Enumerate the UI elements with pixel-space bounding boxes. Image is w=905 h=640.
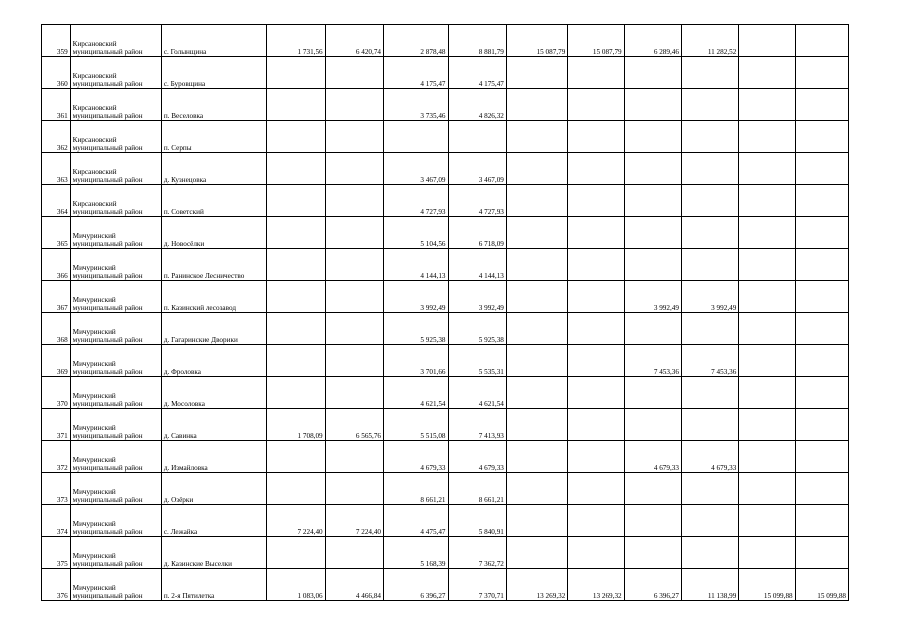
settlement-cell: д. Новосёлки (161, 217, 266, 249)
value-cell: 4 621,54 (448, 377, 506, 409)
table-row (42, 249, 849, 281)
value-cell: 4 679,33 (624, 441, 681, 473)
value-cell (325, 473, 383, 505)
value-cell (325, 441, 383, 473)
value-cell (325, 153, 383, 185)
value-cell (739, 537, 795, 569)
value-cell: 4 621,54 (384, 377, 449, 409)
value-cell: 4 679,33 (681, 441, 738, 473)
value-cell: 5 840,91 (448, 505, 506, 537)
value-cell (795, 377, 848, 409)
value-cell (568, 89, 624, 121)
value-cell (506, 441, 567, 473)
value-cell (325, 537, 383, 569)
value-cell (325, 345, 383, 377)
value-cell (739, 153, 795, 185)
district-cell: Мичуринский муниципальный район (70, 505, 161, 537)
district-cell: Мичуринский муниципальный район (70, 569, 161, 601)
value-cell: 5 168,39 (384, 537, 449, 569)
value-cell (568, 377, 624, 409)
value-cell (795, 121, 848, 153)
value-cell (325, 377, 383, 409)
value-cell (267, 473, 325, 505)
tariff-table (41, 24, 849, 601)
district-cell: Мичуринский муниципальный район (70, 345, 161, 377)
value-cell: 1 083,06 (267, 569, 325, 601)
value-cell: 5 925,38 (448, 313, 506, 345)
value-cell (325, 249, 383, 281)
district-cell: Мичуринский муниципальный район (70, 377, 161, 409)
value-cell (739, 89, 795, 121)
row-number: 374 (42, 505, 71, 537)
value-cell (568, 185, 624, 217)
value-cell: 15 087,79 (506, 25, 567, 57)
row-number: 367 (42, 281, 71, 313)
value-cell (325, 281, 383, 313)
value-cell (568, 441, 624, 473)
row-number: 375 (42, 537, 71, 569)
value-cell (384, 121, 449, 153)
value-cell: 7 413,93 (448, 409, 506, 441)
value-cell (624, 377, 681, 409)
value-cell (681, 57, 738, 89)
value-cell (568, 121, 624, 153)
value-cell (568, 473, 624, 505)
value-cell (624, 89, 681, 121)
value-cell (267, 377, 325, 409)
value-cell (681, 121, 738, 153)
value-cell: 8 881,79 (448, 25, 506, 57)
value-cell (739, 249, 795, 281)
district-cell: Кирсановский муниципальный район (70, 153, 161, 185)
value-cell: 4 679,33 (384, 441, 449, 473)
value-cell: 1 708,09 (267, 409, 325, 441)
value-cell: 4 144,13 (448, 249, 506, 281)
value-cell: 6 396,27 (624, 569, 681, 601)
value-cell (568, 505, 624, 537)
value-cell (795, 217, 848, 249)
value-cell (568, 537, 624, 569)
value-cell (739, 505, 795, 537)
value-cell (267, 185, 325, 217)
value-cell (795, 25, 848, 57)
row-number: 362 (42, 121, 71, 153)
table-row (42, 537, 849, 569)
value-cell (624, 473, 681, 505)
value-cell (681, 313, 738, 345)
value-cell (267, 89, 325, 121)
value-cell (506, 345, 567, 377)
value-cell: 15 099,88 (739, 569, 795, 601)
value-cell (506, 409, 567, 441)
table-row (42, 153, 849, 185)
value-cell (506, 249, 567, 281)
value-cell (267, 57, 325, 89)
value-cell: 4 175,47 (448, 57, 506, 89)
value-cell: 7 453,36 (624, 345, 681, 377)
value-cell (624, 185, 681, 217)
value-cell (681, 153, 738, 185)
table-row (42, 121, 849, 153)
value-cell (624, 313, 681, 345)
value-cell (267, 537, 325, 569)
value-cell (795, 473, 848, 505)
value-cell (267, 153, 325, 185)
value-cell (506, 153, 567, 185)
value-cell: 3 735,46 (384, 89, 449, 121)
value-cell (795, 281, 848, 313)
value-cell: 5 925,38 (384, 313, 449, 345)
settlement-cell: п. Серпы (161, 121, 266, 153)
value-cell (739, 345, 795, 377)
value-cell: 7 370,71 (448, 569, 506, 601)
value-cell: 7 362,72 (448, 537, 506, 569)
value-cell (506, 281, 567, 313)
value-cell (739, 473, 795, 505)
value-cell: 11 138,99 (681, 569, 738, 601)
value-cell (795, 409, 848, 441)
value-cell (624, 153, 681, 185)
value-cell (624, 217, 681, 249)
value-cell: 5 104,56 (384, 217, 449, 249)
settlement-cell: п. Ранинское Лесничество (161, 249, 266, 281)
settlement-cell: с. Буровщина (161, 57, 266, 89)
table-row (42, 89, 849, 121)
settlement-cell: д. Измайловка (161, 441, 266, 473)
row-number: 366 (42, 249, 71, 281)
value-cell (739, 121, 795, 153)
value-cell (568, 57, 624, 89)
table-row (42, 281, 849, 313)
value-cell (795, 345, 848, 377)
value-cell (739, 281, 795, 313)
district-cell: Кирсановский муниципальный район (70, 185, 161, 217)
district-cell: Кирсановский муниципальный район (70, 57, 161, 89)
value-cell (624, 537, 681, 569)
value-cell (267, 121, 325, 153)
value-cell (681, 505, 738, 537)
value-cell: 6 396,27 (384, 569, 449, 601)
district-cell: Мичуринский муниципальный район (70, 281, 161, 313)
row-number: 376 (42, 569, 71, 601)
value-cell (795, 505, 848, 537)
value-cell (624, 121, 681, 153)
value-cell (267, 217, 325, 249)
value-cell (681, 537, 738, 569)
value-cell (739, 217, 795, 249)
value-cell: 8 661,21 (448, 473, 506, 505)
value-cell (681, 217, 738, 249)
value-cell (506, 89, 567, 121)
table-row (42, 25, 849, 57)
value-cell (267, 441, 325, 473)
value-cell (739, 25, 795, 57)
table-row (42, 345, 849, 377)
value-cell (568, 313, 624, 345)
district-cell: Мичуринский муниципальный район (70, 473, 161, 505)
settlement-cell: п. 2-я Пятилетка (161, 569, 266, 601)
value-cell (267, 313, 325, 345)
value-cell: 8 661,21 (384, 473, 449, 505)
value-cell (795, 89, 848, 121)
value-cell (506, 121, 567, 153)
value-cell (267, 281, 325, 313)
value-cell: 7 224,40 (267, 505, 325, 537)
value-cell: 5 535,31 (448, 345, 506, 377)
value-cell: 3 992,49 (681, 281, 738, 313)
row-number: 364 (42, 185, 71, 217)
table-row (42, 313, 849, 345)
value-cell (568, 409, 624, 441)
value-cell (681, 89, 738, 121)
value-cell: 3 992,49 (448, 281, 506, 313)
table-row (42, 409, 849, 441)
value-cell (739, 409, 795, 441)
value-cell (506, 185, 567, 217)
settlement-cell: п. Казинский лесозавод (161, 281, 266, 313)
settlement-cell: д. Казинские Выселки (161, 537, 266, 569)
value-cell (506, 505, 567, 537)
value-cell (506, 377, 567, 409)
value-cell (681, 473, 738, 505)
row-number: 359 (42, 25, 71, 57)
district-cell: Мичуринский муниципальный район (70, 249, 161, 281)
table-row (42, 185, 849, 217)
value-cell: 4 826,32 (448, 89, 506, 121)
value-cell: 15 099,88 (795, 569, 848, 601)
value-cell (267, 345, 325, 377)
value-cell: 2 878,48 (384, 25, 449, 57)
value-cell: 6 420,74 (325, 25, 383, 57)
row-number: 361 (42, 89, 71, 121)
value-cell: 13 269,32 (568, 569, 624, 601)
table-row (42, 473, 849, 505)
row-number: 369 (42, 345, 71, 377)
district-cell: Кирсановский муниципальный район (70, 89, 161, 121)
table-body (42, 25, 849, 601)
district-cell: Мичуринский муниципальный район (70, 537, 161, 569)
value-cell: 3 992,49 (624, 281, 681, 313)
table-row (42, 569, 849, 601)
value-cell: 13 269,32 (506, 569, 567, 601)
table-row (42, 441, 849, 473)
value-cell (624, 57, 681, 89)
value-cell (739, 377, 795, 409)
value-cell: 3 467,09 (448, 153, 506, 185)
value-cell (795, 57, 848, 89)
table-row (42, 505, 849, 537)
row-number: 365 (42, 217, 71, 249)
district-cell: Мичуринский муниципальный район (70, 441, 161, 473)
value-cell: 1 731,56 (267, 25, 325, 57)
settlement-cell: п. Веселовка (161, 89, 266, 121)
value-cell (568, 217, 624, 249)
value-cell (739, 441, 795, 473)
value-cell (795, 153, 848, 185)
value-cell (568, 345, 624, 377)
value-cell (325, 89, 383, 121)
row-number: 371 (42, 409, 71, 441)
district-cell: Мичуринский муниципальный район (70, 313, 161, 345)
value-cell: 4 475,47 (384, 505, 449, 537)
value-cell (325, 185, 383, 217)
settlement-cell: с. Лежайка (161, 505, 266, 537)
value-cell (681, 185, 738, 217)
settlement-cell: д. Озёрки (161, 473, 266, 505)
value-cell (795, 441, 848, 473)
district-cell: Мичуринский муниципальный район (70, 217, 161, 249)
value-cell: 4 175,47 (384, 57, 449, 89)
value-cell: 4 466,84 (325, 569, 383, 601)
value-cell (325, 57, 383, 89)
value-cell: 7 453,36 (681, 345, 738, 377)
value-cell (506, 473, 567, 505)
value-cell (795, 313, 848, 345)
settlement-cell: с. Голынщина (161, 25, 266, 57)
value-cell: 4 144,13 (384, 249, 449, 281)
value-cell: 3 701,66 (384, 345, 449, 377)
settlement-cell: д. Савинка (161, 409, 266, 441)
value-cell: 3 467,09 (384, 153, 449, 185)
row-number: 363 (42, 153, 71, 185)
value-cell (506, 57, 567, 89)
value-cell: 6 565,76 (325, 409, 383, 441)
table-row (42, 377, 849, 409)
value-cell (739, 57, 795, 89)
value-cell (568, 153, 624, 185)
row-number: 373 (42, 473, 71, 505)
district-cell: Мичуринский муниципальный район (70, 409, 161, 441)
value-cell: 4 679,33 (448, 441, 506, 473)
row-number: 368 (42, 313, 71, 345)
value-cell (325, 217, 383, 249)
settlement-cell: п. Советский (161, 185, 266, 217)
value-cell (624, 505, 681, 537)
value-cell (681, 409, 738, 441)
value-cell (624, 409, 681, 441)
value-cell (506, 537, 567, 569)
value-cell (681, 249, 738, 281)
row-number: 360 (42, 57, 71, 89)
value-cell (795, 537, 848, 569)
value-cell (568, 249, 624, 281)
settlement-cell: д. Гагаринские Дворики (161, 313, 266, 345)
value-cell: 4 727,93 (384, 185, 449, 217)
value-cell (325, 313, 383, 345)
row-number: 372 (42, 441, 71, 473)
settlement-cell: д. Мосоловка (161, 377, 266, 409)
value-cell (267, 249, 325, 281)
value-cell (624, 249, 681, 281)
value-cell (448, 121, 506, 153)
value-cell: 7 224,40 (325, 505, 383, 537)
value-cell (506, 313, 567, 345)
value-cell (739, 313, 795, 345)
settlement-cell: д. Кузнецовка (161, 153, 266, 185)
value-cell (795, 185, 848, 217)
value-cell: 5 515,08 (384, 409, 449, 441)
row-number: 370 (42, 377, 71, 409)
value-cell: 3 992,49 (384, 281, 449, 313)
value-cell (739, 185, 795, 217)
value-cell: 6 289,46 (624, 25, 681, 57)
district-cell: Кирсановский муниципальный район (70, 121, 161, 153)
value-cell (506, 217, 567, 249)
settlement-cell: д. Фроловка (161, 345, 266, 377)
value-cell: 6 718,09 (448, 217, 506, 249)
value-cell (568, 281, 624, 313)
table-row (42, 57, 849, 89)
district-cell: Кирсановский муниципальный район (70, 25, 161, 57)
value-cell (681, 377, 738, 409)
value-cell: 15 087,79 (568, 25, 624, 57)
value-cell: 4 727,93 (448, 185, 506, 217)
table-row (42, 217, 849, 249)
value-cell (325, 121, 383, 153)
value-cell: 11 282,52 (681, 25, 738, 57)
value-cell (795, 249, 848, 281)
